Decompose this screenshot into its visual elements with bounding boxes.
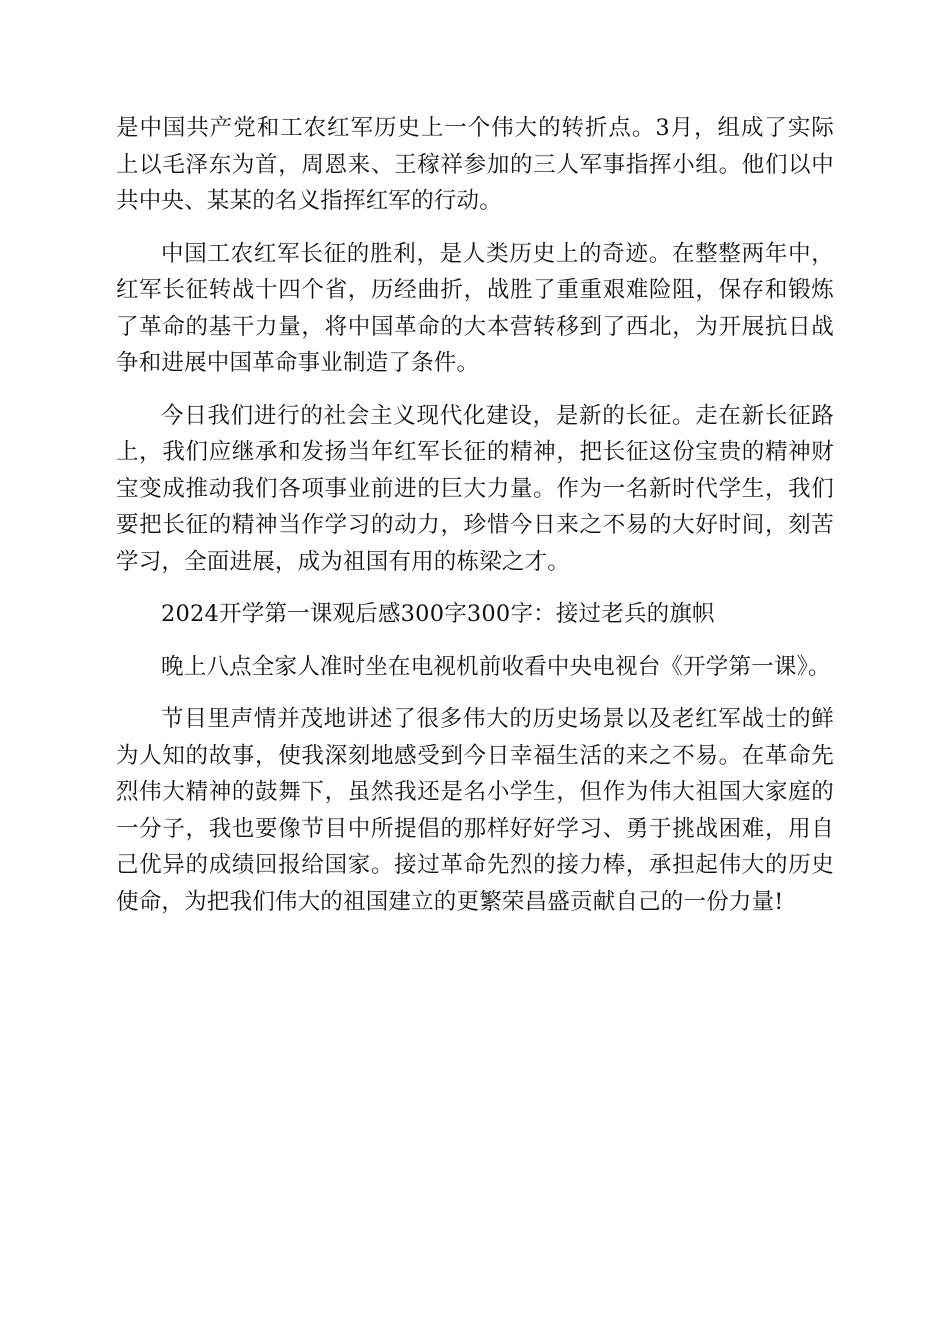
section-heading: 2024开学第一课观后感300字300字：接过老兵的旗帜: [161, 601, 715, 627]
paragraph-zunyi-turning-point: 是中国共产党和工农红军历史上一个伟大的转折点。3月，组成了实际上以毛泽东为首，周恩来、王稼祥参加的三人军事指挥小组。他们以中共中央、某某的名义指挥红军的行动。: [116, 115, 834, 214]
paragraph-tv-watching: 晚上八点全家人准时坐在电视机前收看中央电视台《开学第一课》。: [161, 653, 831, 680]
paragraph-long-march-victory: 中国工农红军长征的胜利，是人类历史上的奇迹。在整整两年中，红军长征转战十四个省，历经曲折，战胜了重重艰难险阻，保存和锻炼了革命的基干力量，将中国革命的大本营转移到了西北，为开展抗日战争和进展中国革命事业制造了条件。: [116, 240, 834, 376]
paragraph-program-reflection: 节目里声情并茂地讲述了很多伟大的历史场景以及老红军战士的鲜为人知的故事，使我深刻地感受到今日幸福生活的来之不易。在革命先烈伟大精神的鼓舞下，虽然我还是名小学生，但作为伟大祖国大家庭的一分子，我也要像节目中所提倡的那样好好学习、勇于挑战困难，用自己优异的成绩回报给国家。接过革命先烈的接力棒，承担起伟大的历史使命，为把我们伟大的祖国建立的更繁荣昌盛贡献自己的一份力量!: [116, 706, 834, 915]
document-body: [116, 110, 834, 920]
paragraph-new-long-march: 今日我们进行的社会主义现代化建设，是新的长征。走在新长征路上，我们应继承和发扬当年红军长征的精神，把长征这份宝贵的精神财宝变成推动我们各项事业前进的巨大力量。作为一名新时代学生，我们要把长征的精神当作学习的动力，珍惜今日来之不易的大好时间，刻苦学习，全面进展，成为祖国有用的栋梁之才。: [116, 402, 834, 575]
